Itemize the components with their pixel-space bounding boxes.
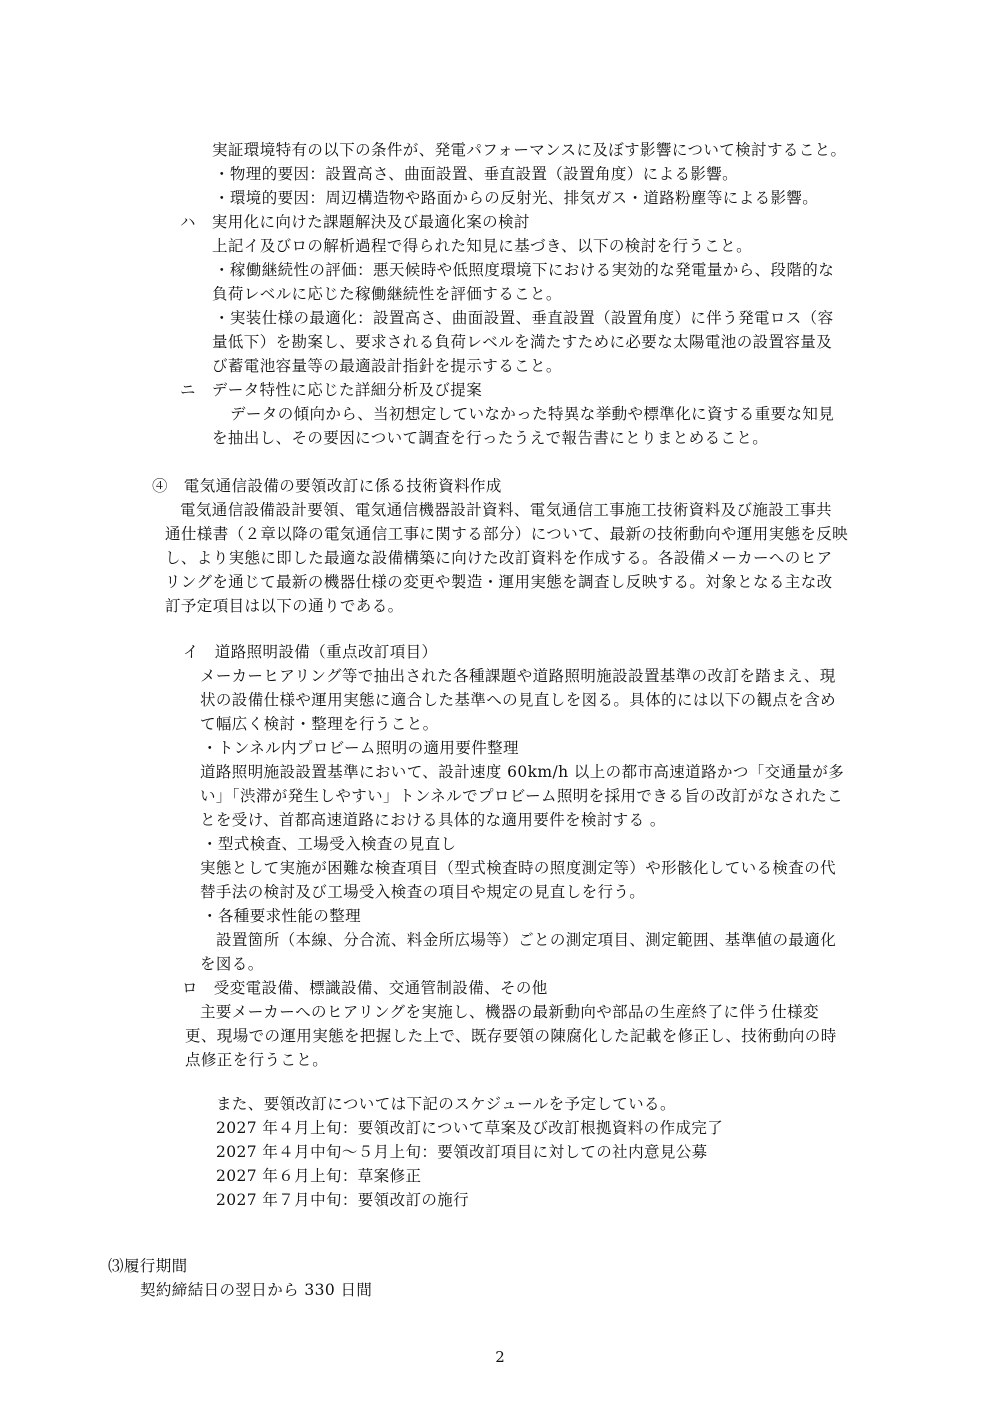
section-heading: ニ データ特性に応じた詳細分析及び提案 bbox=[180, 381, 483, 399]
text-line: 実態として実施が困難な検査項目（型式検査時の照度測定等）や形骸化している検査の代 bbox=[200, 859, 837, 877]
text-line: 主要メーカーへのヒアリングを実施し、機器の最新動向や部品の生産終了に伴う仕様変 bbox=[200, 1003, 819, 1021]
section-heading: ハ 実用化に向けた課題解決及び最適化案の検討 bbox=[180, 213, 530, 231]
page-number: 2 bbox=[495, 1348, 505, 1366]
text-line: ・実装仕様の最適化：設置高さ、曲面設置、垂直設置（設置角度）に伴う発電ロス（容 bbox=[214, 309, 834, 327]
text-line: 負荷レベルに応じた稼働継続性を評価すること。 bbox=[212, 285, 562, 303]
section-heading: イ 道路照明設備（重点改訂項目） bbox=[183, 643, 438, 661]
text-line: 点修正を行うこと。 bbox=[185, 1051, 329, 1069]
text-line: 契約締結日の翌日から 330 日間 bbox=[140, 1281, 373, 1299]
text-line: 設置箇所（本線、分合流、料金所広場等）ごとの測定項目、測定範囲、基準値の最適化 bbox=[216, 931, 837, 949]
text-line: ・稼働継続性の評価：悪天候時や低照度環境下における実効的な発電量から、段階的な bbox=[214, 261, 835, 279]
text-line: ・型式検査、工場受入検査の見直し bbox=[202, 835, 457, 853]
text-line: メーカーヒアリング等で抽出された各種課題や道路照明施設設置基準の改訂を踏まえ、現 bbox=[200, 667, 836, 685]
schedule-item: 2027 年６月上旬：草案修正 bbox=[216, 1167, 422, 1185]
schedule-item: 2027 年４月中旬～５月上旬：要領改訂項目に対しての社内意見公募 bbox=[216, 1143, 708, 1161]
text-line: とを受け、首都高速道路における具体的な適用要件を検討する 。 bbox=[200, 811, 666, 829]
text-line: ・トンネル内プロビーム照明の適用要件整理 bbox=[202, 739, 519, 757]
text-line: 状の設備仕様や運用実態に適合した基準への見直しを図る。具体的には以下の観点を含め bbox=[200, 691, 837, 709]
text-line: 実証環境特有の以下の条件が、発電パフォーマンスに及ぼす影響について検討すること。 bbox=[212, 141, 847, 159]
schedule-item: 2027 年７月中旬：要領改訂の施行 bbox=[216, 1191, 470, 1209]
section-heading: ④ 電気通信設備の要領改訂に係る技術資料作成 bbox=[152, 477, 502, 495]
text-line: ・物理的要因：設置高さ、曲面設置、垂直設置（設置角度）による影響。 bbox=[214, 165, 739, 183]
text-line: 通仕様書（２章以降の電気通信工事に関する部分）について、最新の技術動向や運用実態を反映 bbox=[165, 525, 849, 543]
section-heading: ⑶履行期間 bbox=[108, 1257, 188, 1275]
text-line: リングを通じて最新の機器仕様の変更や製造・運用実態を調査し反映する。対象となる主な改 bbox=[165, 573, 833, 591]
text-line: 更、現場での運用実態を把握した上で、既存要領の陳腐化した記載を修正し、技術動向の時 bbox=[185, 1027, 837, 1045]
text-line: 電気通信設備設計要領、電気通信機器設計資料、電気通信工事施工技術資料及び施設工事共 bbox=[180, 501, 832, 519]
text-line: を抽出し、その要因について調査を行ったうえで報告書にとりまとめること。 bbox=[212, 429, 769, 447]
text-line: を図る。 bbox=[200, 955, 264, 973]
section-heading: ロ 受変電設備、標識設備、交通管制設備、その他 bbox=[182, 979, 548, 997]
text-line: また、要領改訂については下記のスケジュールを予定している。 bbox=[216, 1095, 676, 1113]
text-line: 訂予定項目は以下の通りである。 bbox=[165, 597, 404, 615]
text-line: ・環境的要因：周辺構造物や路面からの反射光、排気ガス・道路粉塵等による影響。 bbox=[214, 189, 819, 207]
text-line: 量低下）を勘案し、要求される負荷レベルを満たすために必要な太陽電池の設置容量及 bbox=[212, 333, 833, 351]
text-line: 上記イ及びロの解析過程で得られた知見に基づき、以下の検討を行うこと。 bbox=[212, 237, 752, 255]
text-line: び蓄電池容量等の最適設計指針を提示すること。 bbox=[212, 357, 562, 375]
schedule-item: 2027 年４月上旬：要領改訂について草案及び改訂根拠資料の作成完了 bbox=[216, 1119, 724, 1137]
text-line: 道路照明施設設置基準において、設計速度 60km/h 以上の都市高速道路かつ「交通量が多 bbox=[200, 763, 845, 781]
text-line: て幅広く検討・整理を行うこと。 bbox=[200, 715, 439, 733]
text-line: 替手法の検討及び工場受入検査の項目や規定の見直しを行う。 bbox=[200, 883, 646, 901]
text-line: ・各種要求性能の整理 bbox=[202, 907, 362, 925]
text-line: し、より実態に即した最適な設備構築に向けた改訂資料を作成する。各設備メーカーへのヒア bbox=[165, 549, 833, 567]
text-line: データの傾向から、当初想定していなかった特異な挙動や標準化に資する重要な知見 bbox=[230, 405, 835, 423]
text-line: い」「渋滞が発生しやすい」トンネルでプロビーム照明を採用できる旨の改訂がなされたこ bbox=[200, 787, 844, 805]
